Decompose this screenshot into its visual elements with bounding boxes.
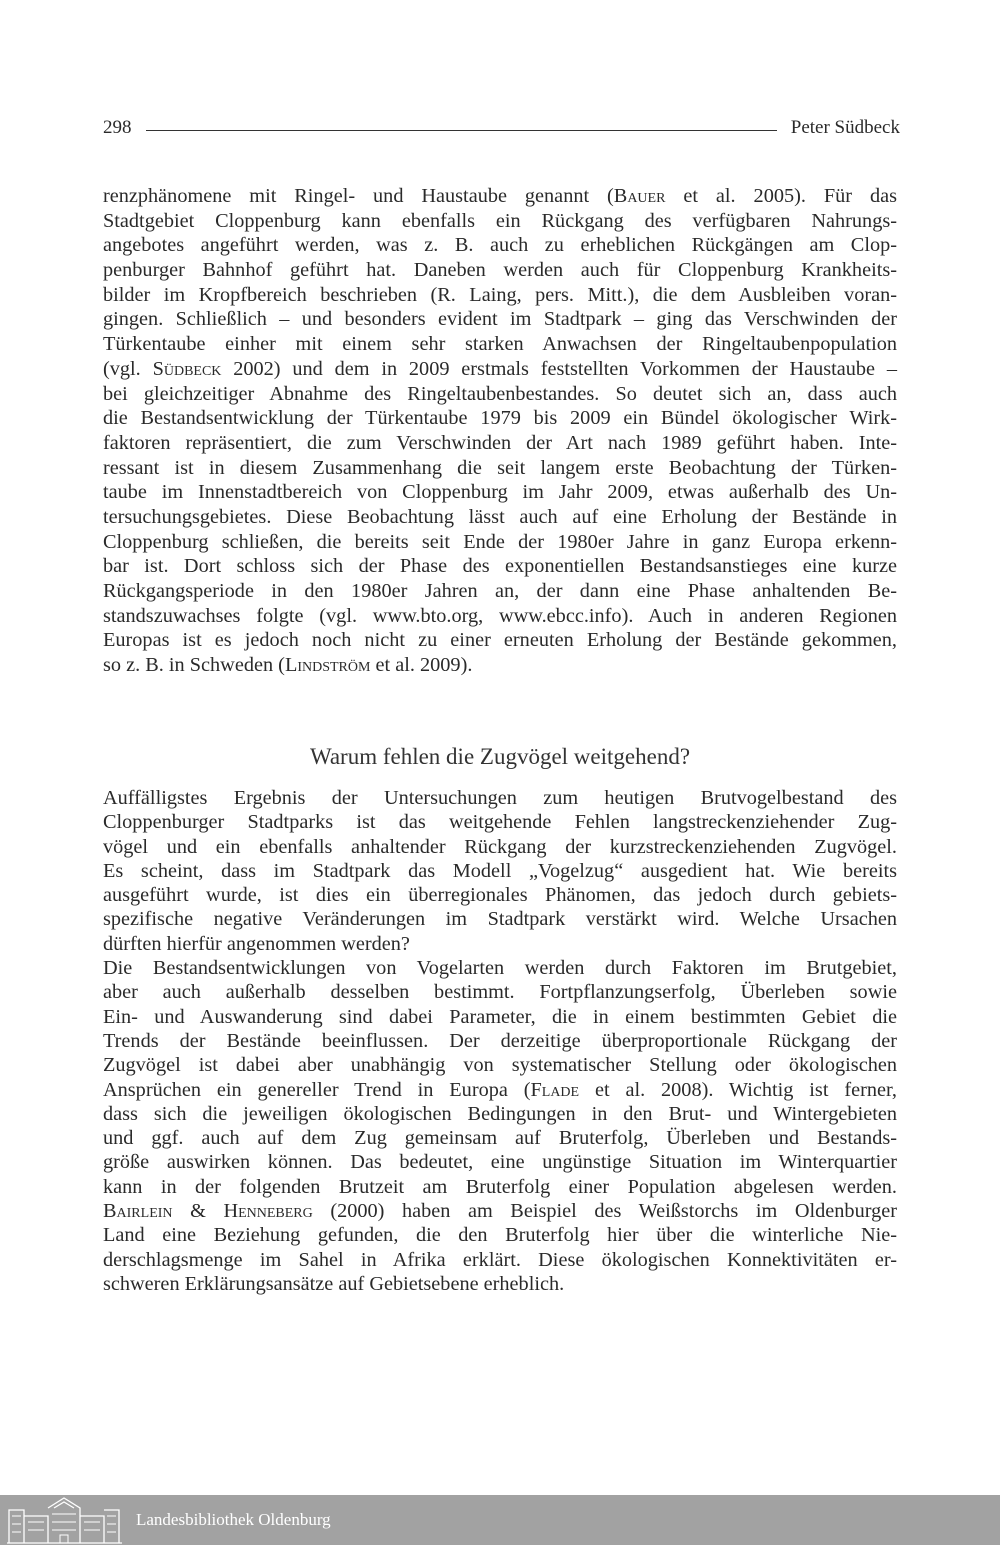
text-segment: penburger Bahnhof geführt hat. Daneben werden auch für Cloppenburg Krankheits- — [103, 259, 897, 282]
cited-author: Flade — [530, 1078, 580, 1101]
text-line — [103, 505, 897, 530]
text-line — [103, 1199, 897, 1223]
text-line — [103, 258, 897, 283]
text-segment: tersuchungsgebietes. Diese Beobachtung lässt auch auf eine Erholung der Bestände in — [103, 505, 897, 528]
text-line — [103, 480, 897, 505]
text-line — [103, 233, 897, 258]
text-line — [103, 1248, 897, 1272]
text-line — [103, 810, 897, 834]
text-line — [103, 932, 897, 956]
text-segment: bar ist. Dort schloss sich der Phase des exponentiellen Bestandsanstieges eine kurze — [103, 555, 897, 578]
cited-author: Bauer — [613, 185, 666, 207]
text-line — [103, 431, 897, 456]
text-segment: Auffälligstes Ergebnis der Untersuchungen zum heutigen Brutvogelbestand des — [103, 787, 897, 809]
text-segment: taube im Innenstadtbereich von Cloppenburg im Jahr 2009, etwas außerhalb des Un- — [103, 481, 897, 504]
text-segment: Es scheint, dass im Stadtpark das Modell „Vogelzug“ ausgedient hat. Wie bereits — [103, 859, 897, 882]
text-segment: Trends der Bestände beeinflussen. Der derzeitige überproportionale Rückgang der — [103, 1029, 897, 1052]
text-segment: Europas ist es jedoch noch nicht zu einer erneuten Erholung der Bestände gekommen, — [103, 629, 897, 652]
text-segment: Rückgangsperiode in den 1980er Jahren an, der dann eine Phase anhaltenden Be- — [103, 580, 897, 602]
running-header — [103, 114, 900, 142]
paragraph-migratory-birds — [103, 786, 897, 1296]
text-line — [103, 530, 897, 555]
text-line — [103, 980, 897, 1004]
cited-author: Bairlein — [103, 1200, 173, 1223]
section-heading: Warum fehlen die Zugvögel weitgehend? — [309, 744, 691, 769]
text-line — [103, 1150, 897, 1174]
text-line — [103, 628, 897, 653]
text-segment: angebotes angeführt werden, was z. B. auch zu erheblichen Rückgängen am Clop- — [103, 234, 897, 257]
text-segment: kann in der folgenden Brutzeit am Bruterfolg einer Population abgelesen werden. — [103, 1175, 897, 1198]
text-segment: bilder im Kropfbereich beschrieben (R. Laing, pers. Mitt.), die dem Ausbleiben voran- — [103, 283, 897, 306]
text-line — [103, 786, 897, 810]
text-segment: und ggf. auch auf dem Zug gemeinsam auf Bruterfolg, Überleben und Bestands- — [103, 1127, 897, 1150]
text-segment: dass sich die jeweiligen ökologischen Bedingungen in den Brut- und Wintergebieten — [103, 1102, 897, 1125]
text-line — [103, 883, 897, 907]
text-segment: faktoren repräsentiert, die zum Verschwinden der Art nach 1989 geführt haben. Inte- — [103, 431, 897, 454]
text-segment: Die Bestandsentwicklungen von Vogelarten werden durch Faktoren im Brutgebiet, — [103, 957, 897, 980]
text-line — [103, 1005, 897, 1029]
text-segment: (vgl. — [103, 357, 153, 380]
library-name: Landesbibliothek Oldenburg — [136, 1510, 331, 1529]
page-number: 298 — [103, 117, 132, 138]
text-line — [103, 1175, 897, 1199]
cited-author: Henneberg — [223, 1200, 313, 1223]
text-line — [103, 1126, 897, 1150]
text-segment: Türkentaube einher mit einem sehr starken Anwachsen der Ringeltaubenpopulation — [103, 333, 897, 356]
header-rule — [146, 130, 777, 131]
text-segment: 2002) und dem in 2009 erstmals feststellten Vorkommen der Haustaube – — [221, 357, 897, 380]
text-line — [103, 835, 897, 859]
cited-author: Lindström — [284, 654, 371, 677]
text-segment: die Bestandsentwicklung der Türkentaube 1979 bis 2009 ein Bündel ökologischer Wirk- — [103, 407, 897, 430]
text-segment: renzphänomene mit Ringel- und Haustaube genannt ( — [103, 185, 614, 207]
text-line — [103, 1272, 897, 1296]
text-line — [103, 1078, 897, 1102]
text-line — [103, 1223, 897, 1247]
text-line — [103, 307, 897, 332]
text-line — [103, 209, 897, 234]
text-segment: Cloppenburg schließen, die bereits seit Ende der 1980er Jahre in ganz Europa erkenn- — [103, 530, 897, 553]
text-line — [103, 554, 897, 579]
text-line — [103, 653, 897, 678]
text-line — [103, 382, 897, 407]
text-segment: Zugvögel ist dabei aber unabhängig von systematischer Stellung oder ökologischen — [103, 1054, 897, 1077]
running-author: Peter Südbeck — [790, 117, 900, 138]
text-line — [103, 604, 897, 629]
text-segment: so z. B. in Schweden ( — [103, 654, 285, 677]
text-line — [103, 456, 897, 481]
text-line — [103, 1029, 897, 1053]
text-segment: Land eine Beziehung gefunden, die den Bruterfolg hier über die winterliche Nie- — [103, 1224, 897, 1247]
text-segment: Cloppenburger Stadtparks ist das weitgehende Fehlen langstreckenziehender Zug- — [103, 811, 897, 834]
text-segment: größe auswirken können. Das bedeutet, eine ungünstige Situation im Winterquartier — [103, 1151, 897, 1174]
text-segment: gingen. Schließlich – und besonders evident im Stadtpark – ging das Verschwinden der — [103, 308, 897, 331]
text-line — [103, 907, 897, 931]
text-line — [103, 184, 897, 209]
text-line — [103, 859, 897, 883]
text-segment: Ansprüchen ein genereller Trend in Europa ( — [103, 1078, 531, 1101]
text-line — [103, 406, 897, 431]
text-segment: et al. 2009). — [370, 654, 473, 677]
paragraph-continuation — [103, 184, 897, 678]
library-building-logo — [6, 1496, 124, 1544]
library-footer — [0, 1495, 1000, 1545]
text-segment: standszuwachses folgte (vgl. www.bto.org, www.ebcc.info). Auch in anderen Regionen — [103, 604, 897, 627]
text-line — [103, 283, 897, 308]
text-segment: vögel und ein ebenfalls anhaltender Rückgang der kurzstreckenziehenden Zugvögel. — [103, 835, 897, 858]
text-line — [103, 956, 897, 980]
text-segment: schweren Erklärungsansätze auf Gebietsebene erheblich. — [103, 1272, 565, 1295]
text-segment: & — [172, 1200, 224, 1223]
text-segment: derschlagsmenge im Sahel in Afrika erklärt. Diese ökologischen Konnektivitäten er- — [103, 1248, 897, 1271]
text-line — [103, 579, 897, 604]
text-segment: Stadtgebiet Cloppenburg kann ebenfalls ein Rückgang des verfügbaren Nahrungs- — [103, 209, 897, 232]
text-segment: spezifische negative Veränderungen im Stadtpark verstärkt wird. Welche Ursachen — [103, 908, 897, 931]
text-line — [103, 357, 897, 382]
text-segment: (2000) haben am Beispiel des Weißstorchs im Oldenburger — [312, 1200, 898, 1223]
text-line — [103, 332, 897, 357]
text-segment: et al. 2005). Für das — [665, 185, 897, 207]
text-segment: ausgeführt wurde, ist dies ein überregionales Phänomen, das jedoch durch gebiets- — [103, 884, 897, 907]
text-line — [103, 1053, 897, 1077]
text-segment: bei gleichzeitiger Abnahme des Ringeltaubenbestandes. So deutet sich an, dass auch — [103, 382, 897, 405]
text-segment: aber auch außerhalb desselben bestimmt. Fortpflanzungserfolg, Überleben sowie — [103, 981, 897, 1004]
text-segment: et al. 2008). Wichtig ist ferner, — [579, 1078, 897, 1101]
text-segment: ressant ist in diesem Zusammenhang die seit langem erste Beobachtung der Türken- — [103, 456, 897, 479]
text-segment: dürften hierfür angenommen werden? — [103, 932, 410, 955]
text-segment: Ein- und Auswanderung sind dabei Parameter, die in einem bestimmten Gebiet die — [103, 1005, 897, 1028]
text-line — [103, 1102, 897, 1126]
cited-author: Südbeck — [152, 357, 222, 380]
